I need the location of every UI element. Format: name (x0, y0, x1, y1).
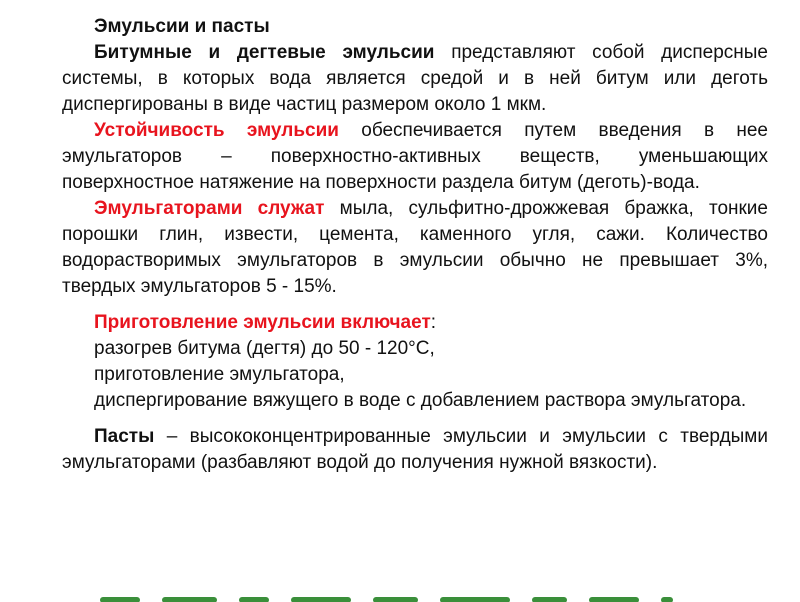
paragraph-emulsifiers (62, 196, 768, 300)
preparation-step: разогрев битума (дегтя) до 50 - 120°С, (94, 338, 435, 359)
slide-content (62, 14, 768, 476)
stability-text: обеспечивается путем введения в нее эмульгаторов – поверхностно-активных веществ, уменьшающих поверхностное натяжение на поверхности раздела битум (деготь)-вода. (62, 120, 768, 193)
emulsifiers-text: мыла, сульфитно-дрожжевая бражка, тонкие порошки глин, извести, цемента, каменного угля, сажи. Количество водорастворимых эмульгаторов в эмульсии обычно не превышает 3%, твердых эмульгаторов 5 - 15%. (62, 198, 768, 297)
spacer (62, 300, 768, 310)
pastes-text: – высококонцентрированные эмульсии и эмульсии с твердыми эмульгаторами (разбавляют водой до получения нужной вязкости). (62, 426, 768, 473)
term-pastes: Пасты (94, 426, 155, 447)
paragraph-stability (62, 118, 768, 196)
definition-text: представляют собой дисперсные системы, в которых вода является средой и в ней битум или деготь диспергированы в виде частиц размером около 1 мкм. (62, 42, 768, 115)
preparation-step: диспергирование вяжущего в воде с добавлением раствора эмульгатора. (94, 390, 747, 411)
term-emulsifiers: Эмульгаторами служат (94, 198, 325, 219)
preparation-step: приготовление эмульгатора, (94, 364, 345, 385)
spacer (62, 414, 768, 424)
term-bitumen-emulsions: Битумные и дегтевые эмульсии (94, 42, 435, 63)
paragraph-pastes (62, 424, 768, 476)
term-stability: Устойчивость эмульсии (94, 120, 339, 141)
preparation-colon: : (430, 312, 437, 333)
paragraph-definition (62, 40, 768, 118)
preparation-heading (62, 310, 768, 336)
term-preparation: Приготовление эмульсии включает (94, 312, 431, 333)
slide-title: Эмульсии и пасты (94, 16, 270, 37)
